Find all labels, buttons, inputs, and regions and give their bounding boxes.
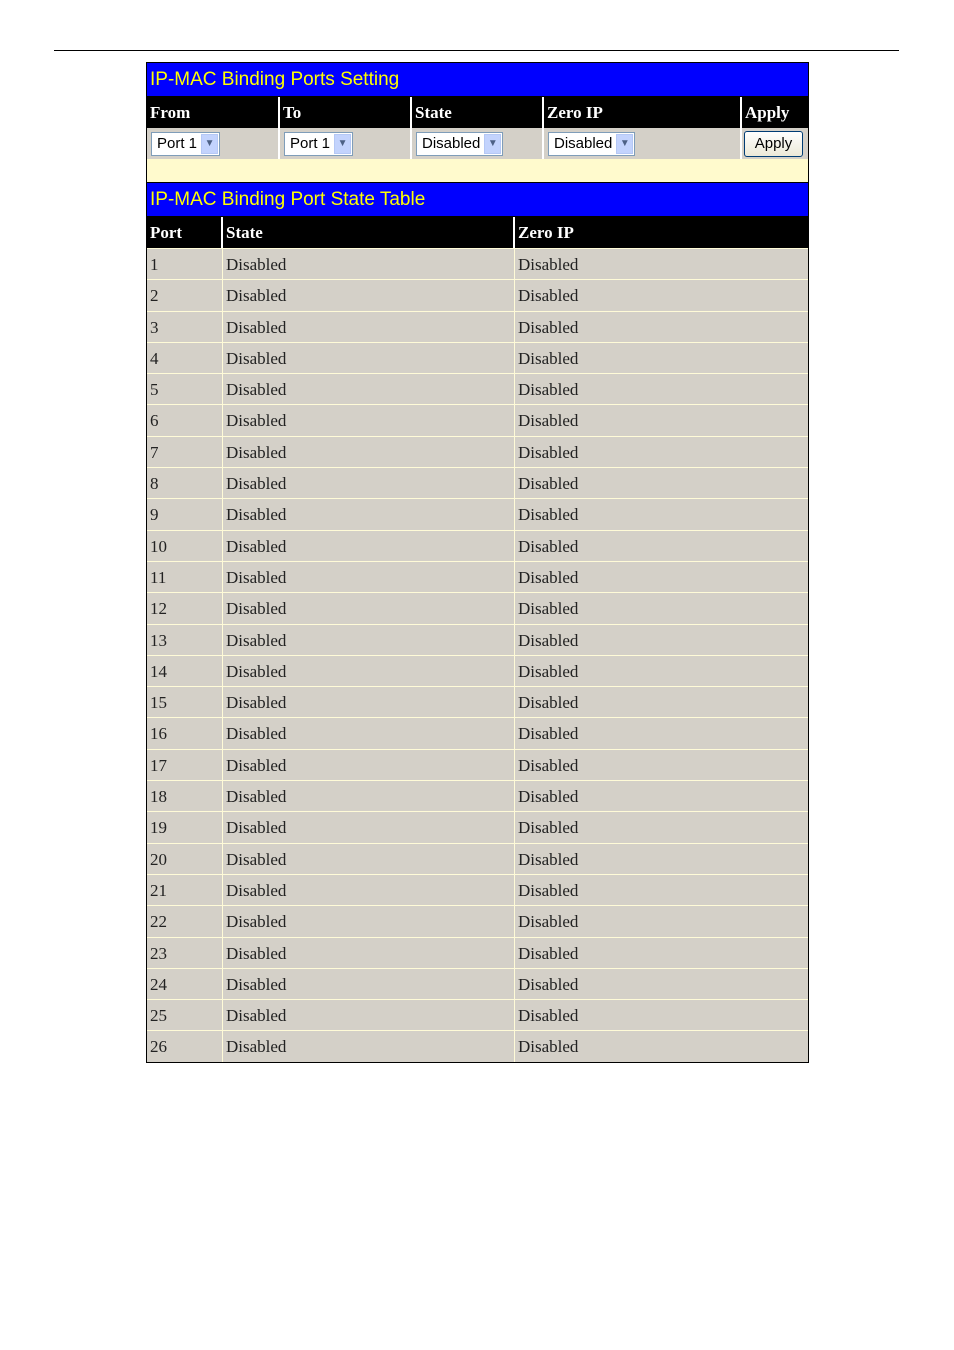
port-cell: 5: [147, 374, 223, 404]
zero-ip-cell-value: Disabled: [518, 380, 579, 400]
state-table-title: IP-MAC Binding Port State Table: [147, 183, 808, 217]
zero-ip-cell-value: Disabled: [518, 255, 579, 274]
apply-button[interactable]: Apply: [744, 131, 803, 157]
table-row: [147, 905, 808, 936]
port-cell: 8: [147, 468, 223, 498]
table-row: [147, 937, 808, 968]
state-cell-value: Disabled: [223, 405, 515, 435]
port-cell: 6: [147, 405, 223, 435]
from-cell: [147, 128, 280, 159]
state-select[interactable]: [416, 132, 503, 156]
zero-ip-cell-value: Disabled: [518, 474, 579, 494]
state-cell-value: Disabled: [223, 531, 515, 561]
state-cell-value: Disabled: [223, 499, 515, 529]
header-port-state: State: [223, 217, 515, 248]
port-cell: 1: [147, 249, 223, 279]
ip-mac-binding-panel: [146, 62, 809, 1063]
zero-ip-cell-value: Disabled: [518, 348, 579, 368]
state-table-header-row: [147, 217, 808, 248]
zero-ip-cell-value: Disabled: [518, 693, 579, 713]
settings-form-row: [147, 128, 808, 159]
port-cell: 23: [147, 938, 223, 968]
zero-ip-cell-value: Disabled: [518, 599, 579, 619]
settings-header-row: [147, 97, 808, 128]
state-cell-value: Disabled: [223, 718, 515, 748]
zero-ip-select[interactable]: [548, 132, 635, 156]
table-row: [147, 843, 808, 874]
state-cell-value: Disabled: [223, 437, 515, 467]
state-cell-value: Disabled: [223, 969, 515, 999]
table-row: [147, 248, 808, 279]
to-port-value: Port 1: [290, 135, 331, 152]
table-row: [147, 1030, 808, 1061]
port-cell: 11: [147, 562, 223, 592]
zero-ip-cell-value: Disabled: [518, 755, 579, 775]
port-cell: 12: [147, 593, 223, 623]
state-cell-value: Disabled: [223, 468, 515, 498]
zero-ip-cell: [544, 128, 742, 159]
port-cell: 16: [147, 718, 223, 748]
to-port-select[interactable]: [284, 132, 353, 156]
state-cell-value: Disabled: [223, 1000, 515, 1030]
port-cell: 26: [147, 1031, 223, 1061]
zero-ip-cell-value: Disabled: [518, 536, 579, 556]
table-row: [147, 749, 808, 780]
table-row: [147, 467, 808, 498]
page-top-rule: [54, 50, 899, 51]
port-cell: 24: [147, 969, 223, 999]
table-row: [147, 968, 808, 999]
header-apply: Apply: [745, 103, 790, 122]
port-cell: 20: [147, 844, 223, 874]
table-row: [147, 404, 808, 435]
state-cell-value: Disabled: [223, 1031, 515, 1061]
state-cell-value: Disabled: [223, 844, 515, 874]
header-from: From: [147, 97, 280, 128]
zero-ip-cell-value: Disabled: [518, 505, 579, 525]
zero-ip-cell-value: Disabled: [518, 286, 579, 306]
table-row: [147, 342, 808, 373]
zero-ip-value: Disabled: [554, 135, 613, 152]
to-cell: [280, 128, 412, 159]
state-cell-value: Disabled: [223, 656, 515, 686]
table-row: [147, 498, 808, 529]
header-port: Port: [147, 217, 223, 248]
state-cell: [412, 128, 544, 159]
port-cell: 14: [147, 656, 223, 686]
state-cell-value: Disabled: [223, 687, 515, 717]
port-cell: 10: [147, 531, 223, 561]
chevron-down-icon[interactable]: ▼: [616, 134, 633, 154]
zero-ip-cell-value: Disabled: [518, 661, 579, 681]
chevron-down-icon[interactable]: ▼: [201, 134, 218, 154]
zero-ip-cell-value: Disabled: [518, 912, 579, 932]
port-cell: 3: [147, 312, 223, 342]
port-cell: 25: [147, 1000, 223, 1030]
state-cell-value: Disabled: [223, 593, 515, 623]
table-row: [147, 655, 808, 686]
zero-ip-cell-value: Disabled: [518, 317, 579, 337]
zero-ip-cell-value: Disabled: [518, 630, 579, 650]
table-row: [147, 686, 808, 717]
zero-ip-cell-value: Disabled: [518, 818, 579, 838]
state-cell-value: Disabled: [223, 750, 515, 780]
zero-ip-cell-value: Disabled: [518, 442, 579, 462]
state-cell-value: Disabled: [223, 812, 515, 842]
table-row: [147, 780, 808, 811]
zero-ip-cell-value: Disabled: [518, 880, 579, 900]
table-row: [147, 279, 808, 310]
port-cell: 7: [147, 437, 223, 467]
header-zero-ip: Zero IP: [544, 97, 742, 128]
zero-ip-cell-value: Disabled: [518, 1037, 579, 1057]
from-port-value: Port 1: [157, 135, 198, 152]
zero-ip-cell-value: Disabled: [518, 1006, 579, 1026]
table-row: [147, 311, 808, 342]
port-cell: 15: [147, 687, 223, 717]
table-row: [147, 717, 808, 748]
table-row: [147, 874, 808, 905]
state-table-body: [147, 248, 808, 1062]
settings-spacer: [147, 159, 808, 183]
port-cell: 19: [147, 812, 223, 842]
port-cell: 22: [147, 906, 223, 936]
state-cell-value: Disabled: [223, 875, 515, 905]
zero-ip-cell-value: Disabled: [518, 974, 579, 994]
port-cell: 21: [147, 875, 223, 905]
port-cell: 13: [147, 625, 223, 655]
apply-cell: [742, 128, 806, 159]
zero-ip-cell-value: Disabled: [518, 787, 579, 807]
zero-ip-cell-value: Disabled: [518, 411, 579, 431]
state-cell-value: Disabled: [223, 343, 515, 373]
port-cell: 18: [147, 781, 223, 811]
header-to: To: [280, 97, 412, 128]
port-cell: 2: [147, 280, 223, 310]
chevron-down-icon[interactable]: ▼: [334, 134, 351, 154]
table-row: [147, 561, 808, 592]
table-row: [147, 624, 808, 655]
table-row: [147, 999, 808, 1030]
table-row: [147, 592, 808, 623]
table-row: [147, 373, 808, 404]
header-port-zero-ip: Zero IP: [518, 223, 574, 242]
zero-ip-cell-value: Disabled: [518, 724, 579, 744]
settings-title: IP-MAC Binding Ports Setting: [147, 63, 808, 97]
state-value: Disabled: [422, 135, 481, 152]
zero-ip-cell-value: Disabled: [518, 943, 579, 963]
from-port-select[interactable]: [151, 132, 220, 156]
chevron-down-icon[interactable]: ▼: [484, 134, 501, 154]
state-cell-value: Disabled: [223, 562, 515, 592]
table-row: [147, 811, 808, 842]
state-cell-value: Disabled: [223, 374, 515, 404]
port-cell: 9: [147, 499, 223, 529]
zero-ip-cell-value: Disabled: [518, 567, 579, 587]
state-cell-value: Disabled: [223, 781, 515, 811]
state-cell-value: Disabled: [223, 906, 515, 936]
state-cell-value: Disabled: [223, 312, 515, 342]
state-cell-value: Disabled: [223, 249, 515, 279]
state-cell-value: Disabled: [223, 625, 515, 655]
header-state: State: [412, 97, 544, 128]
zero-ip-cell-value: Disabled: [518, 849, 579, 869]
state-cell-value: Disabled: [223, 938, 515, 968]
port-cell: 4: [147, 343, 223, 373]
state-cell-value: Disabled: [223, 280, 515, 310]
port-cell: 17: [147, 750, 223, 780]
table-row: [147, 436, 808, 467]
table-row: [147, 530, 808, 561]
